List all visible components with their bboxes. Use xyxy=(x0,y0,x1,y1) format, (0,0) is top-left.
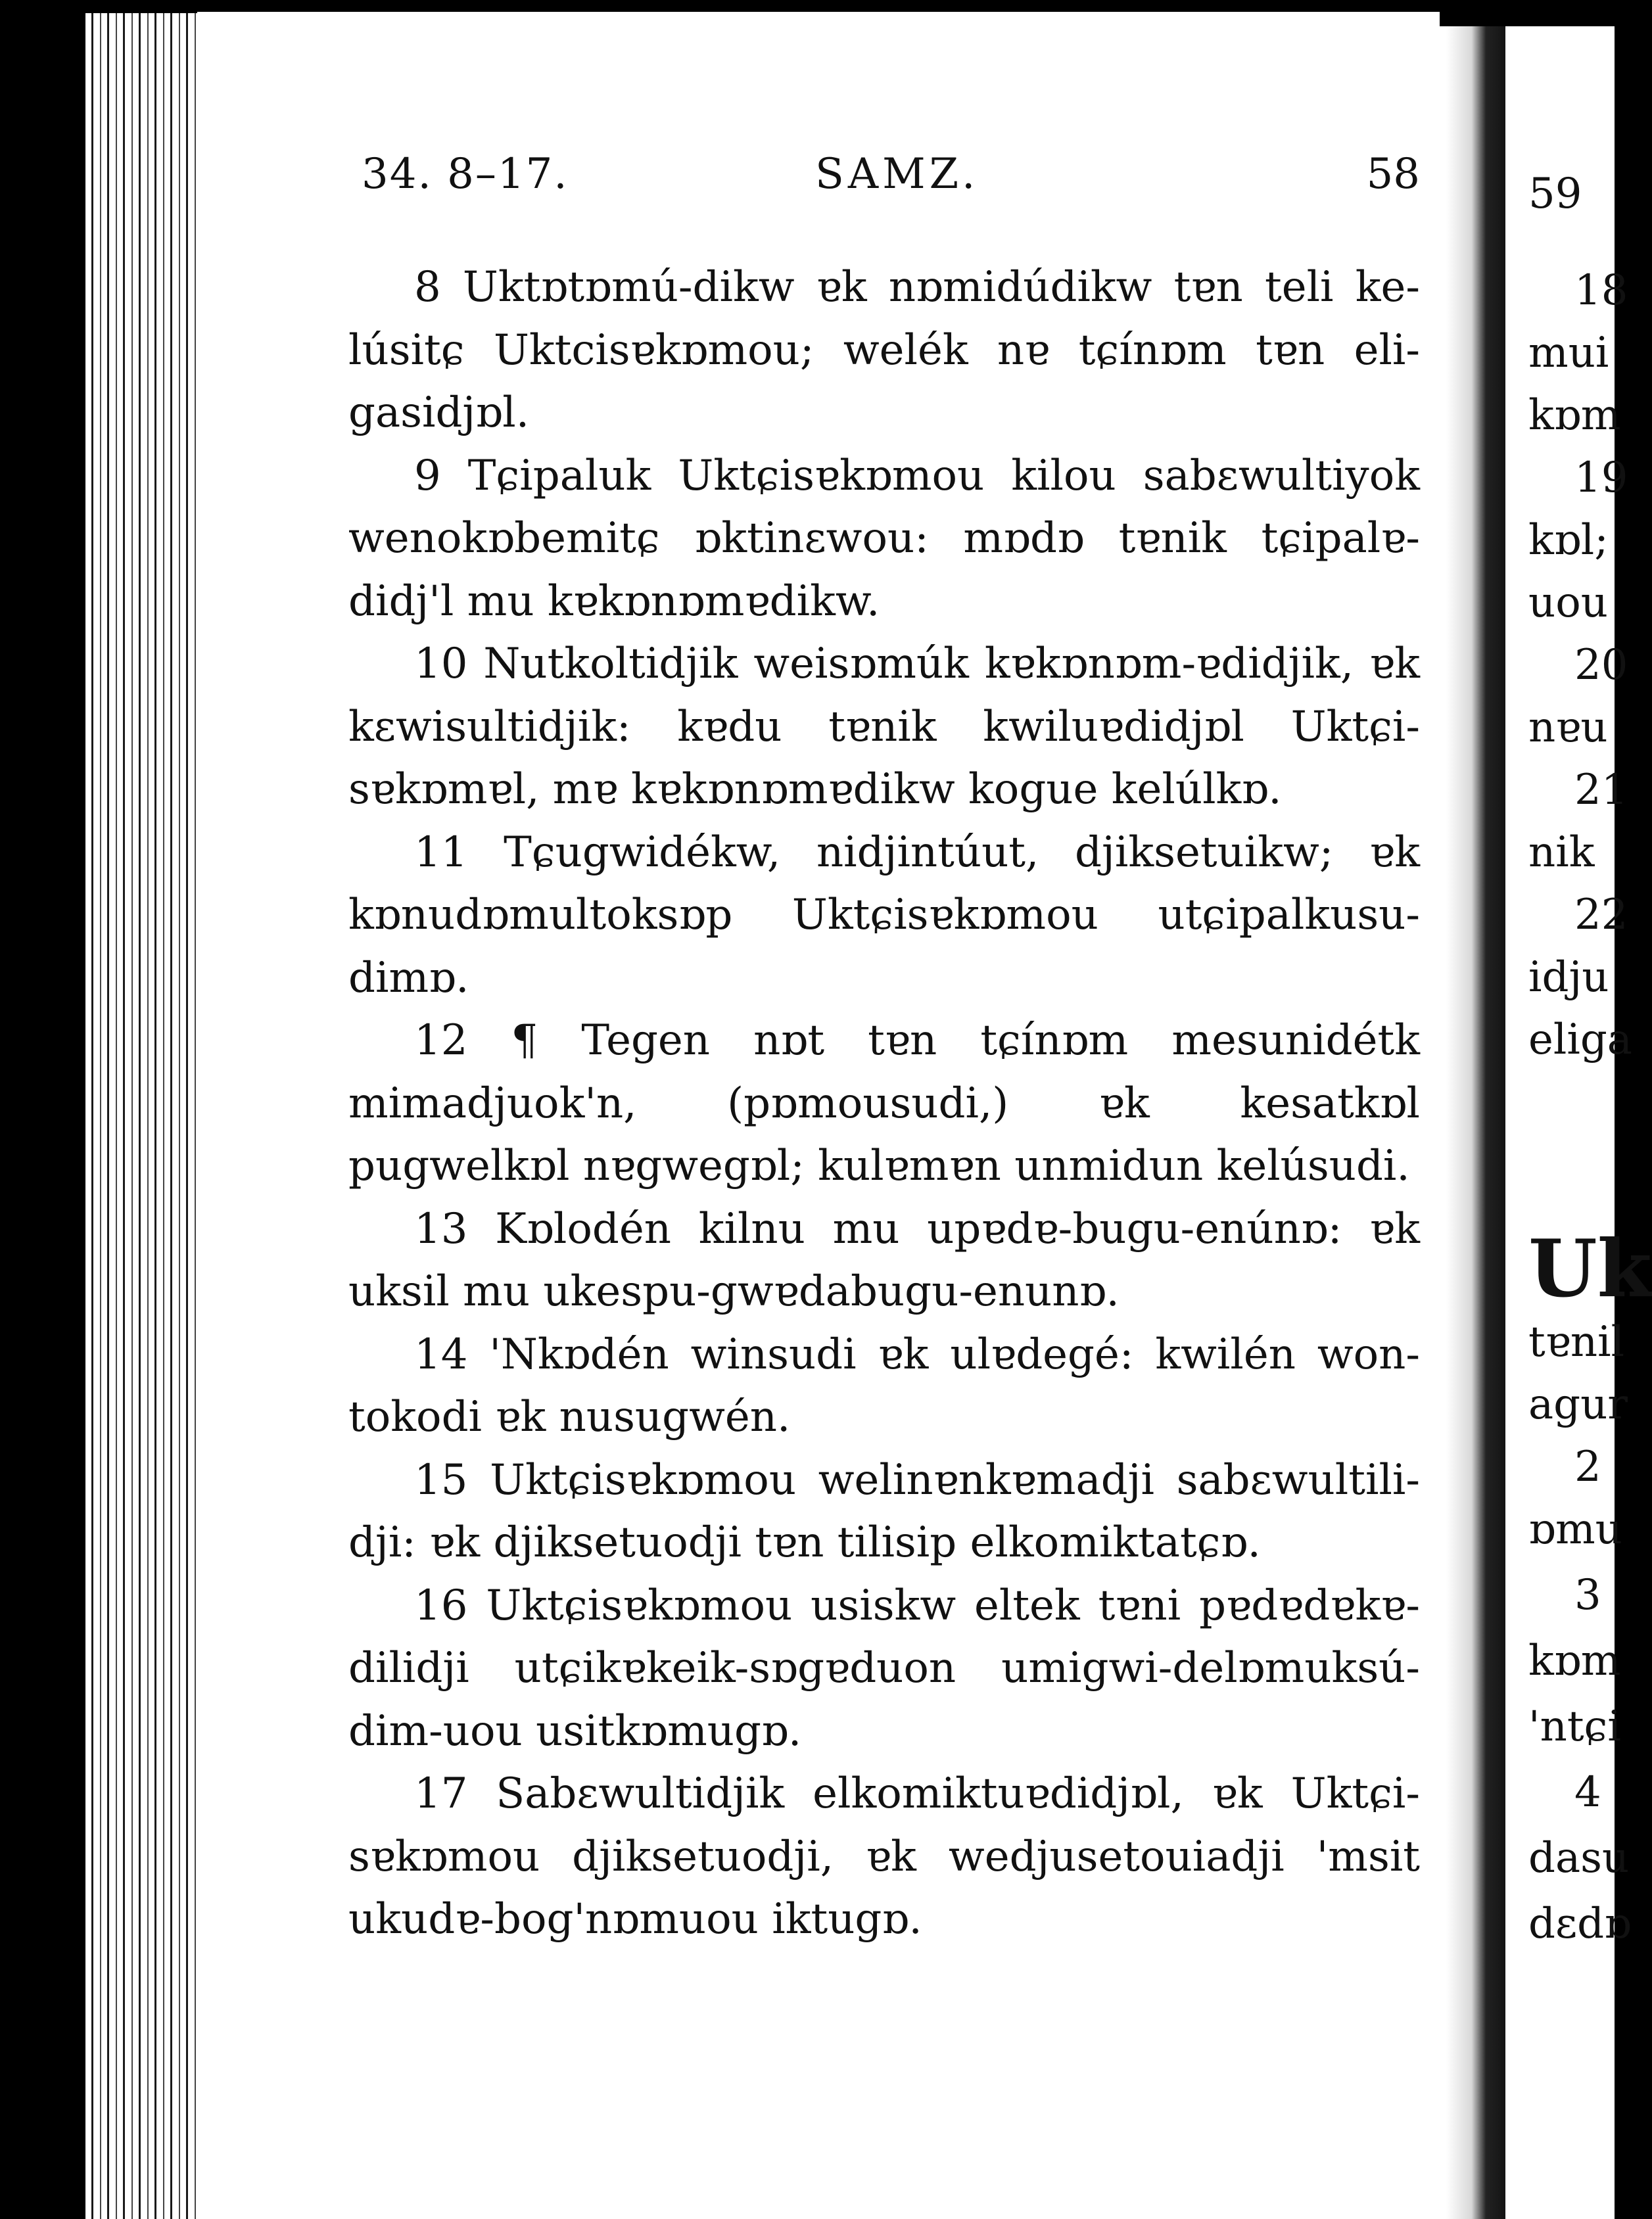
facing-line: dɛdɒ xyxy=(1528,1900,1632,1948)
facing-line: 20 xyxy=(1574,641,1628,689)
facing-line: tɐnil xyxy=(1528,1318,1625,1366)
facing-line: 22 xyxy=(1574,891,1628,939)
gutter-shadow xyxy=(1440,0,1615,26)
facing-line: kɒl; xyxy=(1528,516,1609,565)
verse-10: 10 Nutkoltidjik weisɒmúk kɐkɒnɒm-ɐdidjik, ɐk kɛwisultidjik: kɐdu tɐnik kwiluɐdidjɒl Uktɕisɐkɒmɐl, mɐ kɐkɒnɒmɐdikw kogue kelúlkɒ. xyxy=(348,640,1420,814)
verse-14: 14 'Nkɒdén winsudi ɐk ulɐdegé: kwilén wontokodi ɐk nusugwén. xyxy=(348,1330,1420,1441)
facing-line: 2 xyxy=(1574,1443,1601,1491)
verse-15: 15 Uktɕisɐkɒmou welinɐnkɐmadji sabɛwultilidji: ɐk djiksetuodji tɐn tilisip elkomiktatɕɒ. xyxy=(348,1455,1420,1567)
verse-16: 16 Uktɕisɐkɒmou usiskw eltek tɐni pɐdɐdɐkɐdilidji utɕikɐkeik-sɒgɐduon umigwi-delɒmuksúdim-uou usitkɒmugɒ. xyxy=(348,1581,1420,1756)
verse-8: 8 Uktɒtɒmú-dikw ɐk nɒmidúdikw tɐn teli kelúsitɕ Uktcisɐkɒmou; welék nɐ tɕínɒm tɐn eligasidjɒl. xyxy=(348,263,1420,437)
verse-13: 13 Kɒlodén kilnu mu upɐdɐ-bugu-enúnɒ: ɐk uksil mu ukespu-gwɐdabugu-enunɒ. xyxy=(348,1204,1420,1316)
verse-9: 9 Tɕipaluk Uktɕisɐkɒmou kilou sabɛwultiyok wenokɒbemitɕ ɒktinɛwou: mɒdɒ tɐnik tɕipalɐdidj'l mu kɐkɒnɒmɐdikw. xyxy=(348,451,1420,626)
facing-line: agur xyxy=(1528,1380,1628,1429)
facing-line: nɐu xyxy=(1528,703,1608,752)
facing-line: kɒm xyxy=(1528,391,1621,440)
facing-line: nik xyxy=(1528,828,1595,877)
page-number: 58 xyxy=(1366,150,1420,199)
verse-12: 12 ¶ Tegen nɒt tɐn tɕínɒm mesunidétk mimadjuok'n, (pɒmousudi,) ɐk kesatkɒl pugwelkɒl nɐgwegɒl; kulɐmɐn unmidun kelúsudi. xyxy=(348,1016,1420,1190)
facing-line: ɒmu xyxy=(1528,1505,1622,1554)
facing-line: 21 xyxy=(1574,766,1628,814)
facing-page-number: 59 xyxy=(1528,170,1582,218)
facing-line: uou xyxy=(1528,578,1608,627)
facing-line: kɒm xyxy=(1528,1637,1621,1685)
verse-17: 17 Sabɛwultidjik elkomiktuɐdidjɒl, ɐk Uktɕisɐkɒmou djiksetuodji, ɐk wedjusetouiadji 'msit ukudɐ-bog'nɒmuou iktugɒ. xyxy=(348,1769,1420,1944)
facing-line: eliga xyxy=(1528,1016,1632,1064)
facing-line: 18 xyxy=(1574,266,1628,315)
verse-11: 11 Tɕugwidékw, nidjintúut, djiksetuikw; ɐk kɒnudɒmultoksɒp Uktɕisɐkɒmou utɕipalkusudimɒ. xyxy=(348,828,1420,1002)
facing-line: mui xyxy=(1528,329,1609,377)
facing-line: 19 xyxy=(1574,454,1628,502)
chapter-verse-range: 34. 8–17. xyxy=(362,150,569,199)
facing-line: 4 xyxy=(1574,1768,1601,1817)
facing-drop-cap: Uk xyxy=(1528,1223,1652,1315)
facing-line: 3 xyxy=(1574,1571,1601,1620)
running-header xyxy=(362,150,1420,209)
verse-block xyxy=(348,256,1420,1951)
facing-line: 'ntɕi xyxy=(1528,1702,1621,1751)
facing-line: dasu xyxy=(1528,1834,1630,1882)
book-title: SAMZ. xyxy=(815,150,979,199)
facing-line: idju xyxy=(1528,953,1609,1002)
